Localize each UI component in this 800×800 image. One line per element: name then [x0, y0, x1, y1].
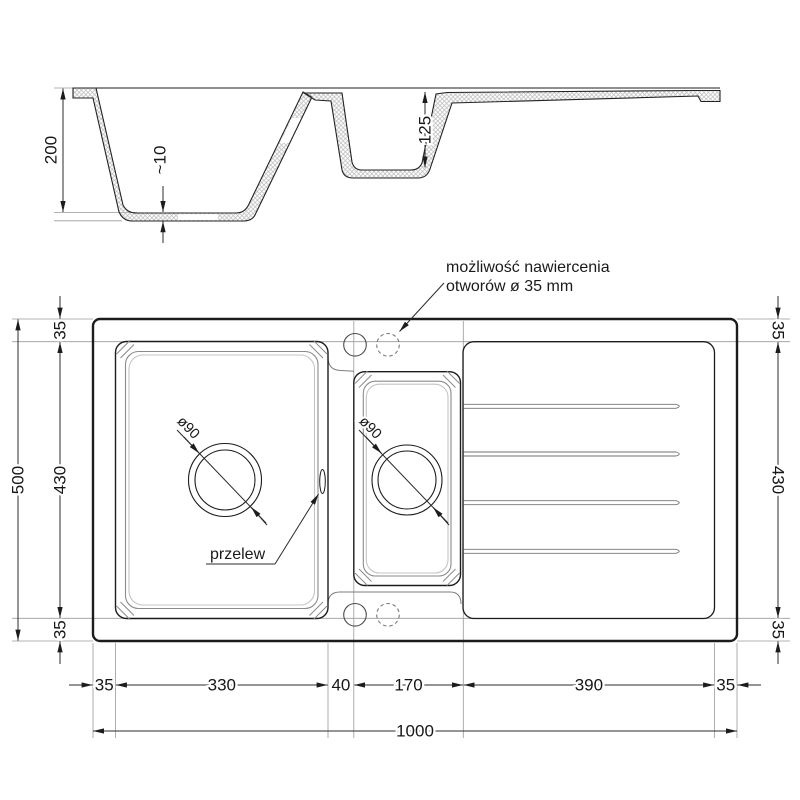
dim-35-right: 35: [716, 675, 736, 695]
small-drain-label: ø90: [355, 413, 385, 443]
main-bowl-section: [73, 88, 312, 221]
small-bowl-chamfers: [355, 371, 460, 586]
drainboard-groove: [464, 452, 680, 456]
dim-35-left: 35: [94, 675, 114, 695]
dim-35-bottom-left: 35: [50, 620, 70, 640]
drilling-note: [400, 259, 610, 332]
sink-outline: [93, 319, 737, 641]
drain-gap: [178, 214, 218, 220]
dimension-bottom-thickness: [151, 146, 170, 243]
drilling-note-line1: możliwość nawiercenia: [446, 259, 610, 276]
overflow-notch: [280, 118, 301, 143]
small-bowl-drainboard-section: [304, 91, 720, 179]
depth-small-label: 125: [415, 115, 435, 145]
dim-430-right: 430: [768, 465, 788, 495]
overflow-label: przelew: [210, 546, 266, 563]
cross-section-view: [42, 88, 721, 243]
main-bowl-chamfers: [117, 341, 328, 620]
dimensions-bottom: [69, 676, 761, 741]
optional-hole-bottom: [377, 604, 400, 627]
optional-hole-top: [377, 334, 400, 357]
main-drain-label: ø90: [173, 413, 203, 443]
small-bowl: [354, 371, 461, 586]
drainboard: [463, 342, 715, 619]
dimensions-left: [9, 296, 70, 664]
dim-330: 330: [207, 675, 236, 695]
dim-35-top-right: 35: [768, 320, 788, 340]
dim-430-left: 430: [50, 465, 70, 495]
dimensions-right: [769, 296, 788, 664]
drainboard-groove: [464, 549, 680, 553]
dim-35-bottom-right: 35: [768, 620, 788, 640]
dim-390: 390: [574, 675, 604, 695]
overflow-slot: [320, 470, 326, 494]
drainboard-groove: [464, 501, 680, 505]
dim-total-width: 1000: [396, 721, 434, 741]
top-view: [93, 259, 737, 641]
drilling-note-line2: otworów ø 35 mm: [446, 278, 574, 295]
faucet-hole-top: [344, 334, 367, 357]
bottom-thickness-label: ~10: [150, 145, 170, 175]
main-bowl: [116, 341, 329, 620]
dim-35-top-left: 35: [50, 320, 70, 340]
dim-40: 40: [331, 675, 351, 695]
dim-170: 170: [394, 675, 423, 695]
deck-line-bottom: [328, 592, 461, 604]
dim-total-depth: 500: [8, 465, 28, 495]
faucet-hole-bottom: [344, 604, 367, 627]
deck-line-top: [328, 357, 354, 371]
dimension-depth-main: [42, 89, 64, 213]
depth-main-label: 200: [41, 135, 61, 165]
drainboard-groove: [464, 404, 680, 408]
